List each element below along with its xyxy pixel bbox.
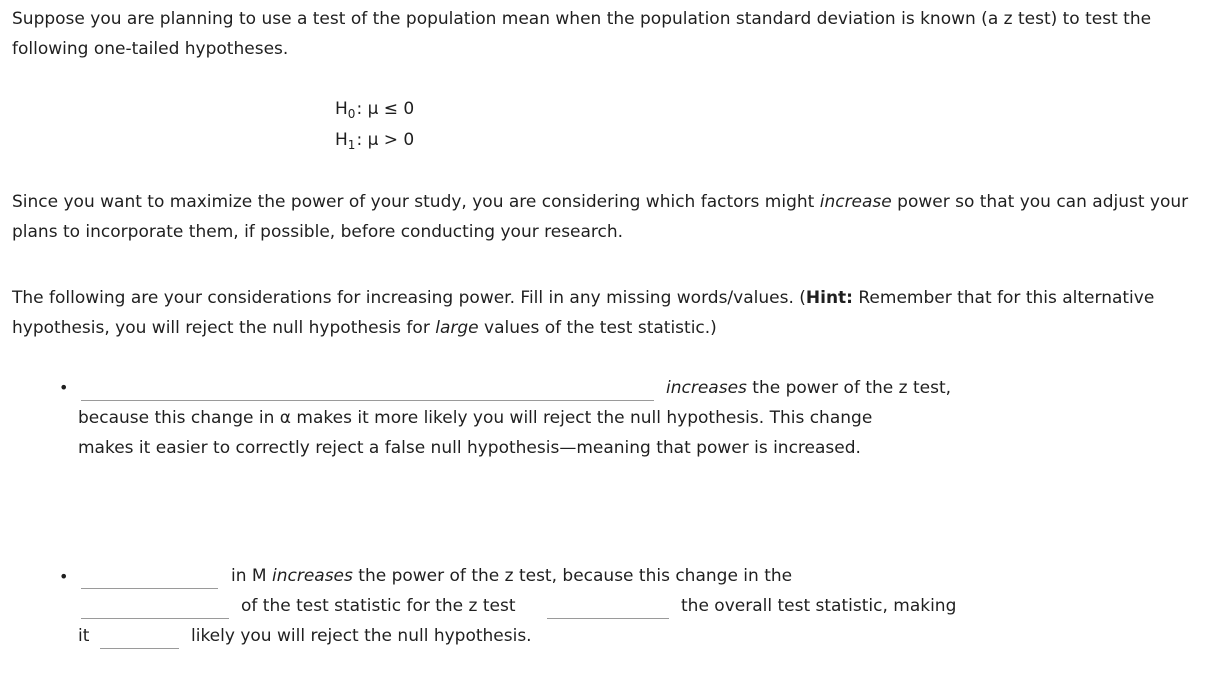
item2-line3-text-b: likely you will reject the null hypothesis. (191, 626, 532, 646)
item1-line2: because this change in α makes it more likely you will reject the null hypothesis. This change (78, 408, 873, 428)
item2-line1-text-a: in M (231, 566, 272, 586)
item2-line2-text-b: the overall test statistic, making (681, 596, 957, 616)
item1-line1 (666, 373, 951, 403)
considerations-text-b: Remember that for this alternative hypothesis, you will reject the null hypothesis for (12, 288, 1155, 338)
considerations-emphasis: large (435, 318, 479, 338)
alternative-hypothesis (335, 125, 414, 156)
item1-factor-blank[interactable] (81, 399, 654, 401)
null-hypothesis-statement: : μ ≤ 0 (356, 99, 415, 119)
null-hypothesis-label: H (335, 99, 348, 119)
bullet-icon: • (59, 567, 69, 586)
item1-line3: makes it easier to correctly reject a false null hypothesis—meaning that power is increased. (78, 438, 861, 458)
alt-hypothesis-label: H (335, 130, 348, 150)
considerations-text-a: The following are your considerations for increasing power. Fill in any missing words/values. ( (12, 288, 806, 308)
power-paragraph-text-b: power so that you can adjust your plans to incorporate them, if possible, before conducting your research. (12, 192, 1189, 242)
bullet-icon: • (59, 378, 69, 397)
item2-line2-text-a: of the test statistic for the z test (241, 596, 516, 616)
intro-paragraph: Suppose you are planning to use a test of the population mean when the population standard deviation is known (a z test) to test the following one-tailed hypotheses. (12, 9, 1152, 59)
item2-line1 (231, 561, 792, 591)
item2-line1-text-b: the power of the z test, because this change in the (352, 566, 793, 586)
power-paragraph-emphasis: increase (819, 192, 892, 212)
alt-hypothesis-statement: : μ > 0 (356, 130, 415, 150)
item2-effect-blank[interactable] (547, 617, 669, 619)
hint-label: Hint: (805, 288, 853, 308)
item2-emphasis: increases (271, 566, 353, 586)
power-paragraph-text-a: Since you want to maximize the power of your study, you are considering which factors might (12, 192, 820, 212)
power-paragraph (12, 187, 1192, 247)
alt-hypothesis-subscript: 1 (347, 138, 356, 152)
null-hypothesis (335, 94, 414, 125)
item2-component-blank[interactable] (81, 617, 229, 619)
item1-emphasis: increases (666, 378, 747, 398)
item2-line3-text-a: it (78, 626, 90, 646)
considerations-text-c: values of the test statistic.) (478, 318, 717, 338)
item2-likelihood-blank[interactable] (100, 647, 179, 649)
considerations-paragraph (12, 283, 1192, 343)
null-hypothesis-subscript: 0 (347, 107, 356, 121)
item2-change-blank[interactable] (81, 587, 218, 589)
item1-line1-text: the power of the z test, (746, 378, 952, 398)
